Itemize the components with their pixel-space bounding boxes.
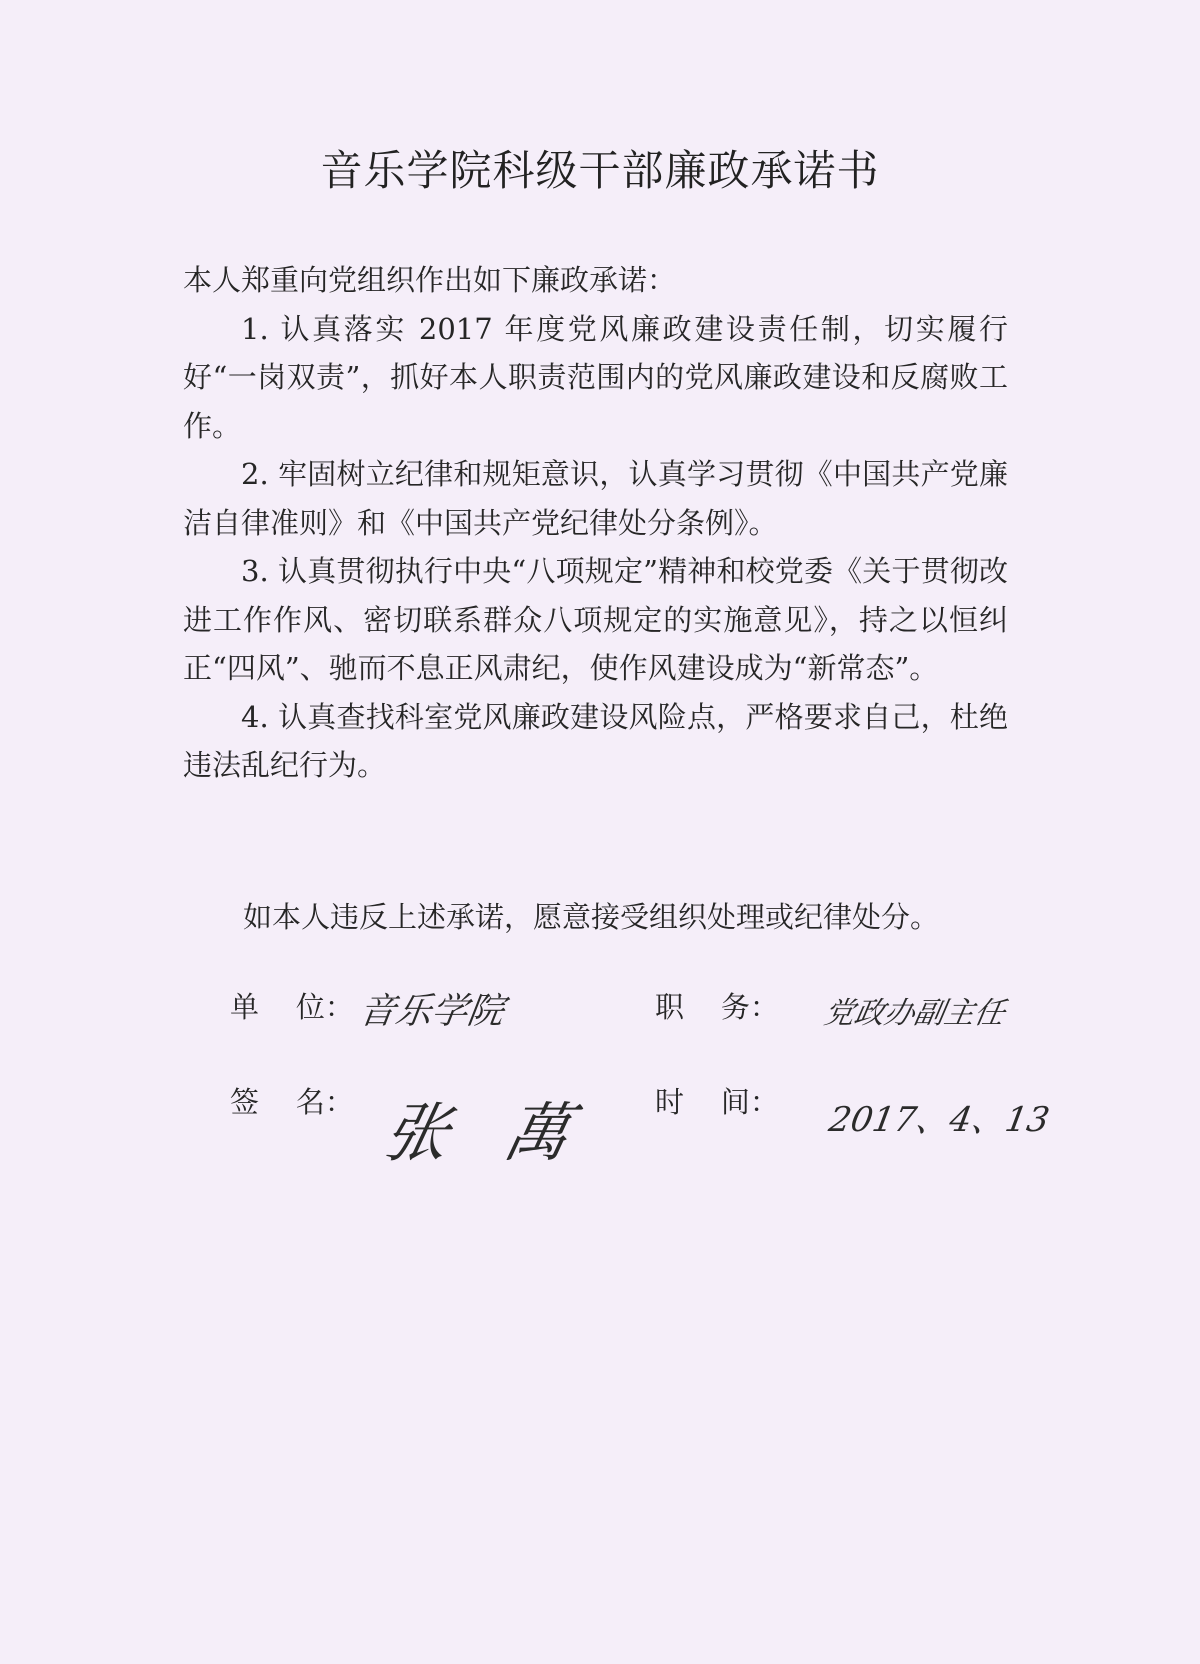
document-body	[183, 256, 1008, 790]
signature-label: 签 名：	[230, 1085, 354, 1119]
duty-label: 职 务：	[655, 990, 779, 1024]
duty-handwritten-value: 党政办副主任	[821, 996, 1008, 1031]
commitment-item-4: 4. 认真查找科室党风廉政建设风险点，严格要求自己，杜绝违法乱纪行为。	[183, 699, 1008, 782]
unit-label: 单 位：	[230, 990, 354, 1024]
commitment-item-2: 2. 牢固树立纪律和规矩意识，认真学习贯彻《中国共产党廉洁自律准则》和《中国共产党纪律处分条例》。	[183, 457, 1008, 540]
closing-statement: 如本人违反上述承诺，愿意接受组织处理或纪律处分。	[243, 900, 940, 934]
time-handwritten-value: 2017、4、13	[825, 1100, 1053, 1140]
commitment-item-1: 1. 认真落实 2017 年度党风廉政建设责任制，切实履行好“一岗双责”，抓好本人职责范围内的党风廉政建设和反腐败工作。	[183, 311, 1008, 443]
time-label: 时 间：	[655, 1085, 779, 1119]
unit-handwritten-value: 音乐学院	[356, 991, 507, 1032]
intro-paragraph: 本人郑重向党组织作出如下廉政承诺：	[183, 263, 677, 297]
commitment-item-3: 3. 认真贯彻执行中央“八项规定”精神和校党委《关于贯彻改进工作作风、密切联系群众八项规定的实施意见》，持之以恒纠正“四风”、驰而不息正风肃纪，使作风建设成为“新常态”。	[183, 554, 1008, 685]
document-title: 音乐学院科级干部廉政承诺书	[320, 146, 880, 195]
handwritten-signature: 张 萬	[376, 1097, 595, 1171]
